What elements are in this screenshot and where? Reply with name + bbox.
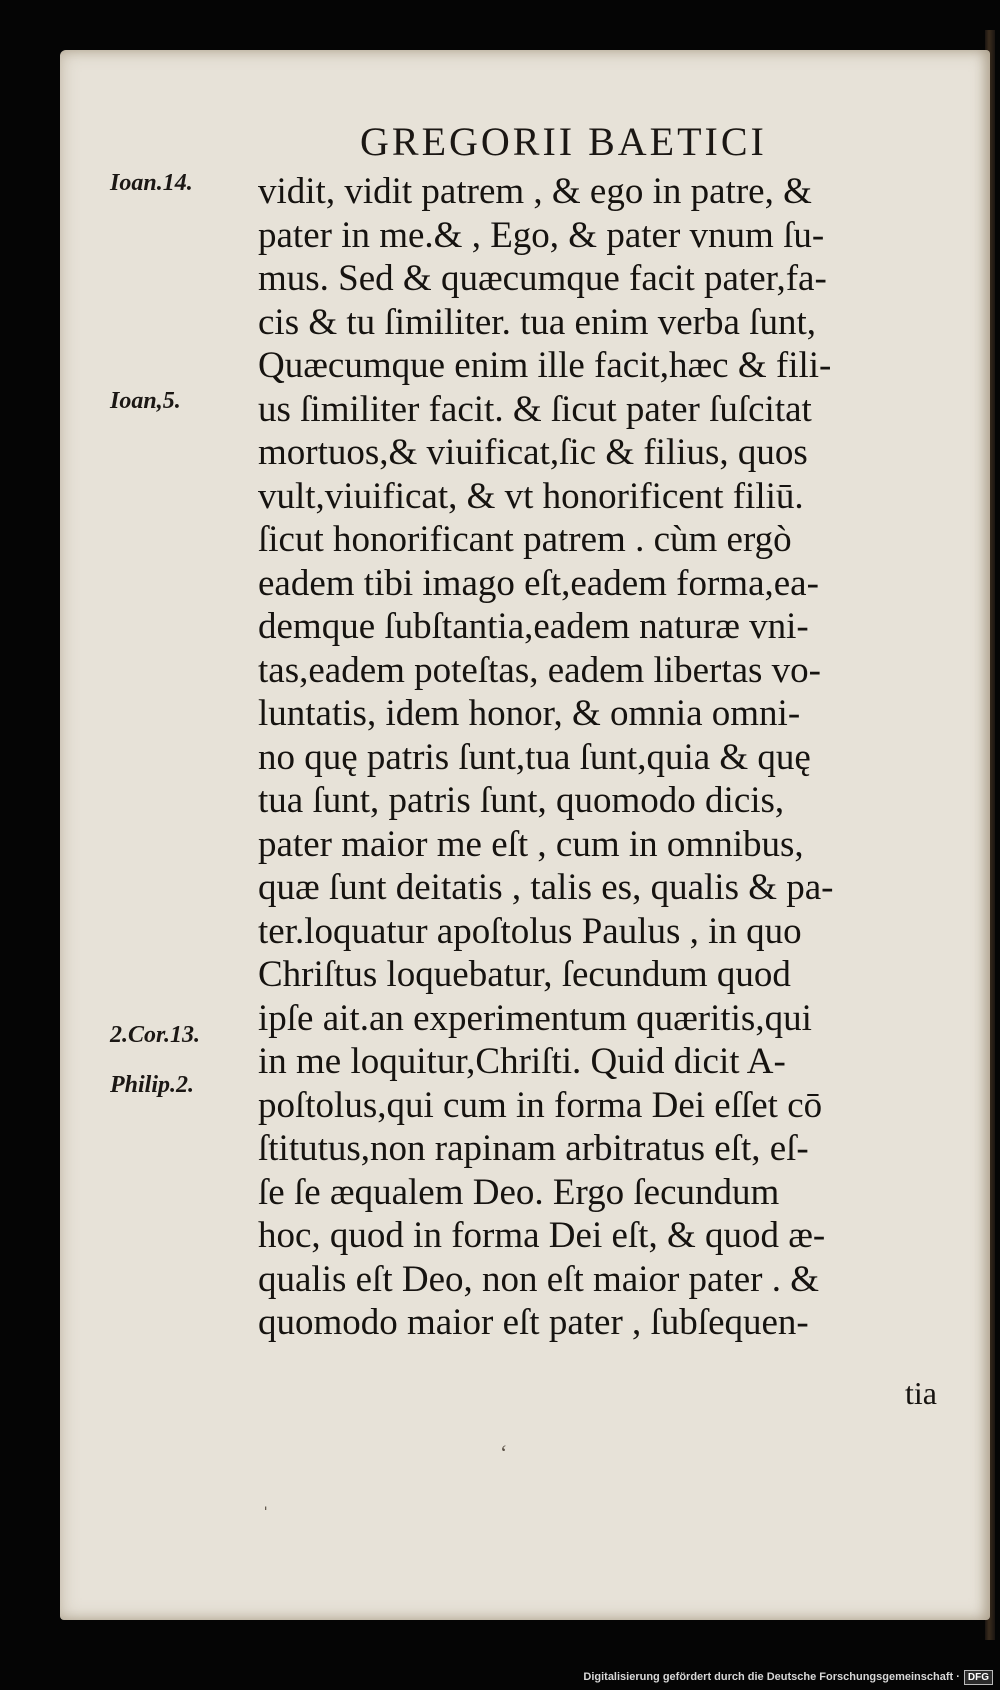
text-line: ſtitutus,non rapinam arbitratus eſt, eſ- [258,1128,809,1169]
margin-note-ioan-14: Ioan.14. [110,170,193,196]
text-line: luntatis, idem honor, & omnia omni- [258,693,801,734]
text-line: quæ ſunt deitatis , talis es, qualis & pa- [258,867,834,908]
catchword: tia [905,1375,937,1411]
text-line: vult,viuificat, & vt honorificent filiū. [258,475,804,517]
text-line: quomodo maior eſt pater , ſubſequen- [258,1302,809,1343]
text-line: pater in me.& , Ego, & pater vnum ſu- [258,214,825,256]
stray-ink-mark: ‘ [500,1440,508,1465]
text-line: Chriſtus loquebatur, ſecundum quod [258,954,791,995]
text-line: ipſe ait.an experimentum quæritis,qui [258,997,812,1039]
text-line: qualis eſt Deo, non eſt maior pater . & [258,1258,820,1300]
text-line: tas,eadem poteſtas, eadem libertas vo- [258,649,822,691]
text-line: hoc, quod in forma Dei eſt, & quod æ- [258,1215,826,1256]
text-line: tua ſunt, patris ſunt, quomodo dicis, [258,780,785,821]
stray-ink-mark: ˌ [262,1485,270,1510]
text-line: cis & tu ſimiliter. tua enim verba ſunt, [258,301,816,343]
running-head: GREGORII BAETICI [360,119,767,164]
body-text [258,170,958,1345]
margin-note-2-cor-13: 2.Cor.13. [110,1022,201,1048]
margin-note-philip-2: Philip.2. [110,1072,195,1098]
text-line: vidit, vidit patrem , & ego in patre, & [258,171,812,212]
margin-note-ioan-5: Ioan,5. [110,388,181,414]
text-line: ſicut honorificant patrem . cùm ergò [258,519,792,560]
text-line: pater maior me eſt , cum in omnibus, [258,823,804,865]
text-line: ter.loquatur apoſtolus Paulus , in quo [258,910,802,952]
text-line: us ſimiliter facit. & ſicut pater ſuſcitat [258,388,812,430]
text-line: eadem tibi imago eſt,eadem forma,ea- [258,562,819,604]
credit-text: Digitalisierung gefördert durch die Deutsche Forschungsgemeinschaft · [583,1671,960,1683]
dfg-logo: DFG [964,1670,993,1685]
text-line: mus. Sed & quæcumque facit pater,fa- [258,258,827,299]
text-line: no quę patris ſunt,tua ſunt,quia & quę [258,736,811,778]
text-line: in me loquitur,Chriſti. Quid dicit A- [258,1041,786,1082]
text-line: Quæcumque enim ille facit,hæc & fili- [258,345,832,386]
digitization-credit [0,1670,993,1685]
text-line: mortuos,& viuificat,ſic & filius, quos [258,432,808,473]
text-line: ſe ſe æqualem Deo. Ergo ſecundum [258,1171,780,1213]
text-line: demque ſubſtantia,eadem naturæ vni- [258,606,809,647]
text-line: poſtolus,qui cum in forma Dei eſſet cō [258,1084,823,1126]
